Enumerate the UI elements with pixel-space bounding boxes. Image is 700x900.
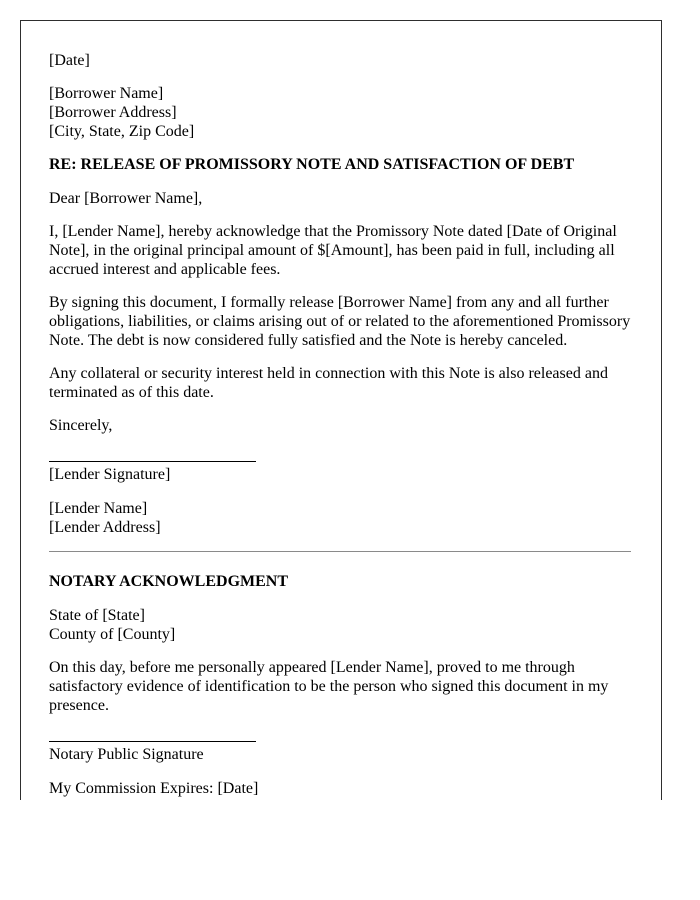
sender-block: [49, 499, 631, 537]
sender-name-line: [Lender Name]: [49, 500, 148, 517]
lender-signature-label: [Lender Signature]: [49, 466, 171, 483]
sender-address-line: [Lender Address]: [49, 519, 161, 536]
notary-venue-block: [49, 606, 631, 644]
commission-line: My Commission Expires: [Date]: [49, 780, 259, 797]
date-line: [Date]: [49, 52, 90, 69]
recipient-city-line: [City, State, Zip Code]: [49, 123, 195, 140]
subject-line: RE: RELEASE OF PROMISSORY NOTE AND SATISFACTION OF DEBT: [49, 156, 575, 173]
closing: Sincerely,: [49, 417, 113, 434]
notary-signature-rule: [49, 741, 256, 742]
body-paragraph-1: I, [Lender Name], hereby acknowledge that the Promissory Note dated [Date of Original Note], in the original principal amount of $[Amount], has been paid in full, including all accrued interest and applicable fees.: [49, 223, 617, 278]
recipient-address-line: [Borrower Address]: [49, 104, 177, 121]
recipient-block: [49, 84, 631, 141]
document-page: [20, 20, 662, 800]
section-divider: [49, 551, 631, 552]
notary-county-line: County of [County]: [49, 626, 176, 643]
notary-heading: NOTARY ACKNOWLEDGMENT: [49, 573, 289, 590]
recipient-name-line: [Borrower Name]: [49, 85, 164, 102]
notary-signature-label: Notary Public Signature: [49, 746, 204, 763]
notary-state-line: State of [State]: [49, 607, 145, 624]
body-paragraph-2: By signing this document, I formally release [Borrower Name] from any and all further obligations, liabilities, or claims arising out of or related to the aforementioned Promissory Note. The debt is now considered fully satisfied and the Note is hereby canceled.: [49, 294, 631, 349]
salutation: Dear [Borrower Name],: [49, 190, 203, 207]
notary-body: On this day, before me personally appeared [Lender Name], proved to me through satisfactory evidence of identification to be the person who signed this document in my presence.: [49, 659, 609, 714]
body-paragraph-3: Any collateral or security interest held in connection with this Note is also released and terminated as of this date.: [49, 365, 608, 401]
lender-signature-rule: [49, 461, 256, 462]
